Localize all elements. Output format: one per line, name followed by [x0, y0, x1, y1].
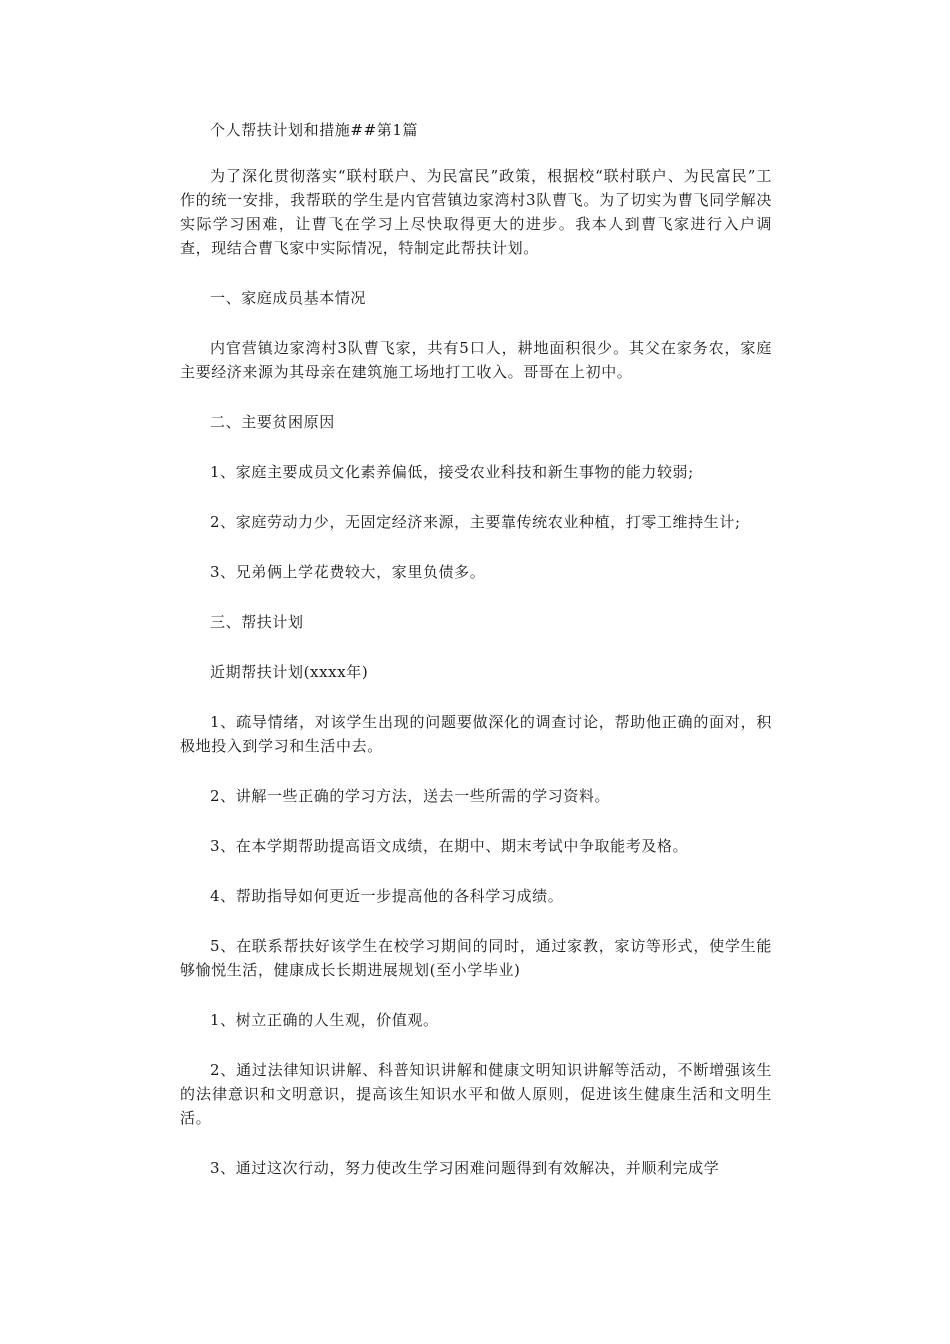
list-item-cause-3: 3、兄弟俩上学花费较大，家里负债多。	[210, 563, 486, 581]
subheading-short-term-plan: 近期帮扶计划(xxxx年)	[210, 663, 369, 681]
document-page	[180, 118, 772, 1206]
list-item-plan-3: 3、在本学期帮助提高语文成绩，在期中、期末考试中争取能考及格。	[210, 837, 689, 855]
paragraph-intro: 为了深化贯彻落实“联村联户、为民富民”政策，根据校“联村联户、为民富民”工作的统一安排，我帮联的学生是内官营镇边家湾村3队曹飞。为了切实为曹飞同学解决实际学习困难，让曹飞在学习上尽快取得更大的进步。我本人到曹飞家进行入户调查，现结合曹飞家中实际情况，特制定此帮扶计划。	[180, 167, 772, 257]
list-item-plan-5: 5、在联系帮扶好该学生在校学习期间的同时，通过家教，家访等形式，使学生能够愉悦生活，健康成长长期进展规划(至小学毕业)	[180, 937, 772, 979]
list-item-plan-2: 2、讲解一些正确的学习方法，送去一些所需的学习资料。	[210, 787, 611, 805]
list-item-cause-1: 1、家庭主要成员文化素养偏低，接受农业科技和新生事物的能力较弱;	[210, 463, 694, 481]
list-item-long-term-2: 2、通过法律知识讲解、科普知识讲解和健康文明知识讲解等活动，不断增强该生的法律意识和文明意识，提高该生知识水平和做人原则，促进该生健康生活和文明生活。	[180, 1061, 772, 1127]
section-heading-plan: 三、帮扶计划	[210, 613, 304, 631]
list-item-cause-2: 2、家庭劳动力少，无固定经济来源，主要靠传统农业种植，打零工维持生计;	[210, 513, 741, 531]
list-item-long-term-3: 3、通过这次行动，努力使改生学习困难问题得到有效解决，并顺利完成学	[210, 1159, 720, 1177]
document-title: 个人帮扶计划和措施##第1篇	[210, 121, 419, 139]
section-heading-poverty-causes: 二、主要贫困原因	[210, 413, 335, 431]
list-item-plan-1: 1、疏导情绪，对该学生出现的问题要做深化的调查讨论，帮助他正确的面对，积极地投入到学习和生活中去。	[180, 713, 772, 755]
paragraph-family-info: 内官营镇边家湾村3队曹飞家，共有5口人，耕地面积很少。其父在家务农，家庭主要经济来源为其母亲在建筑施工场地打工收入。哥哥在上初中。	[180, 339, 772, 381]
list-item-long-term-1: 1、树立正确的人生观，价值观。	[210, 1011, 439, 1029]
section-heading-family: 一、家庭成员基本情况	[210, 289, 367, 307]
list-item-plan-4: 4、帮助指导如何更近一步提高他的各科学习成绩。	[210, 887, 564, 905]
